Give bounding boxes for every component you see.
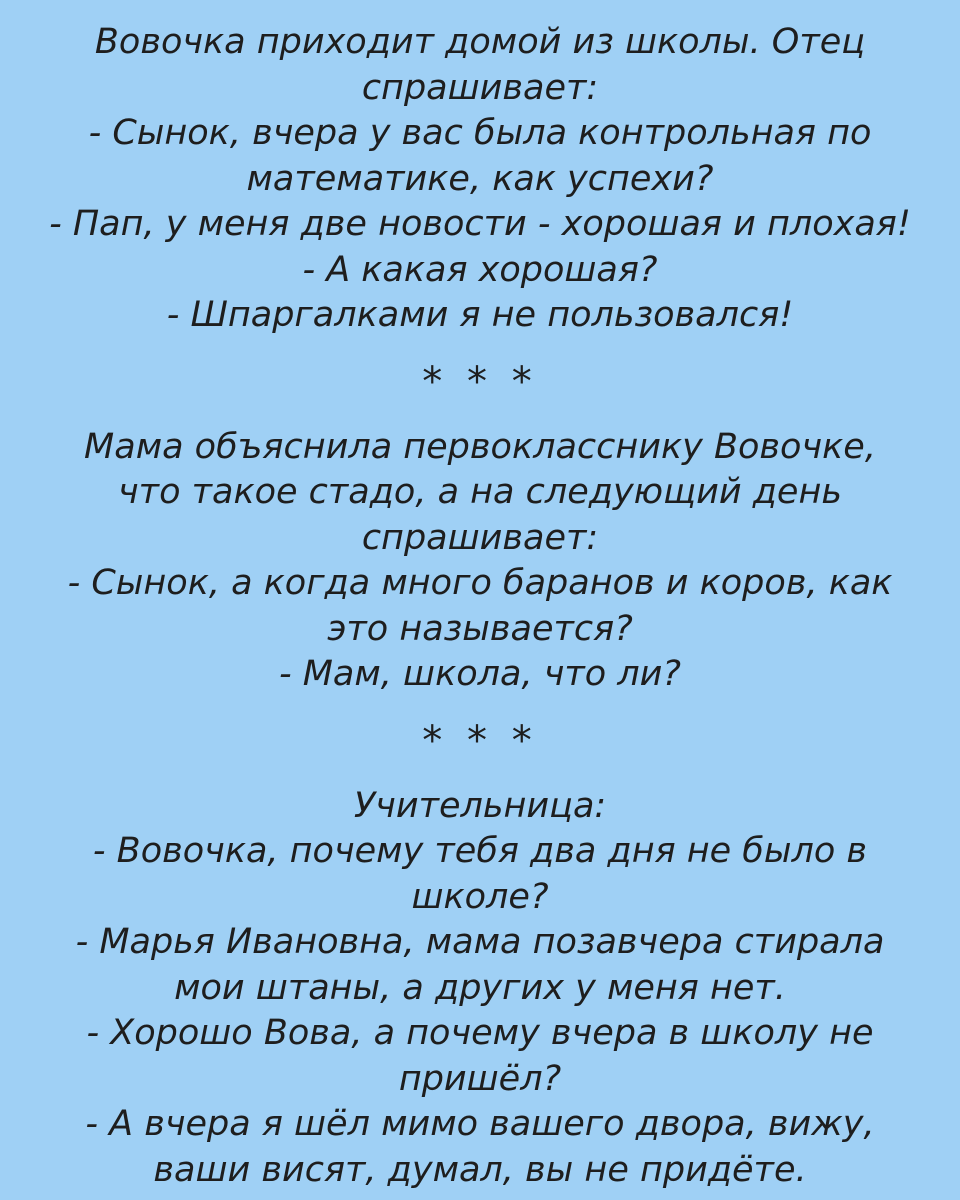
joke-line: - Марья Ивановна, мама позавчера стирала: [75, 922, 885, 962]
joke-line: школе?: [411, 876, 549, 917]
joke-line: пришёл?: [398, 1058, 562, 1099]
joke-line: Мама объяснила первокласснику Вовочке,: [84, 426, 876, 467]
joke-line: - Хорошо Вова, а почему вчера в школу не: [86, 1013, 874, 1053]
joke-line: спрашивает:: [361, 517, 599, 558]
joke-3: [0, 784, 960, 1194]
joke-line: - Мам, школа, что ли?: [278, 654, 681, 694]
separator-2: * * *: [422, 717, 538, 764]
joke-line: - А вчера я шёл мимо вашего двора, вижу,: [85, 1104, 875, 1144]
joke-line: Учительница:: [353, 785, 607, 826]
joke-line: ваши висят, думал, вы не придёте.: [153, 1149, 807, 1190]
joke-line: - Пап, у меня две новости - хорошая и плохая!: [49, 204, 911, 244]
joke-line: что такое стадо, а на следующий день: [118, 472, 842, 512]
joke-line: - Сынок, вчера у вас была контрольная по: [88, 113, 872, 153]
joke-line: - Шпаргалками я не пользовался!: [166, 295, 794, 335]
joke-1: [0, 20, 960, 339]
joke-line: - Сынок, а когда много баранов и коров, как: [67, 563, 893, 603]
joke-2: [0, 425, 960, 698]
joke-line: математике, как успехи?: [246, 158, 714, 199]
joke-line: это называется?: [327, 608, 633, 649]
joke-line: мои штаны, а других у меня нет.: [174, 967, 786, 1008]
separator-1: * * *: [422, 358, 538, 405]
joke-line: - Вовочка, почему тебя два дня не было в: [92, 831, 868, 871]
joke-line: - А какая хорошая?: [302, 249, 658, 290]
joke-line: спрашивает:: [361, 67, 599, 108]
joke-line: Вовочка приходит домой из школы. Отец: [94, 22, 866, 62]
